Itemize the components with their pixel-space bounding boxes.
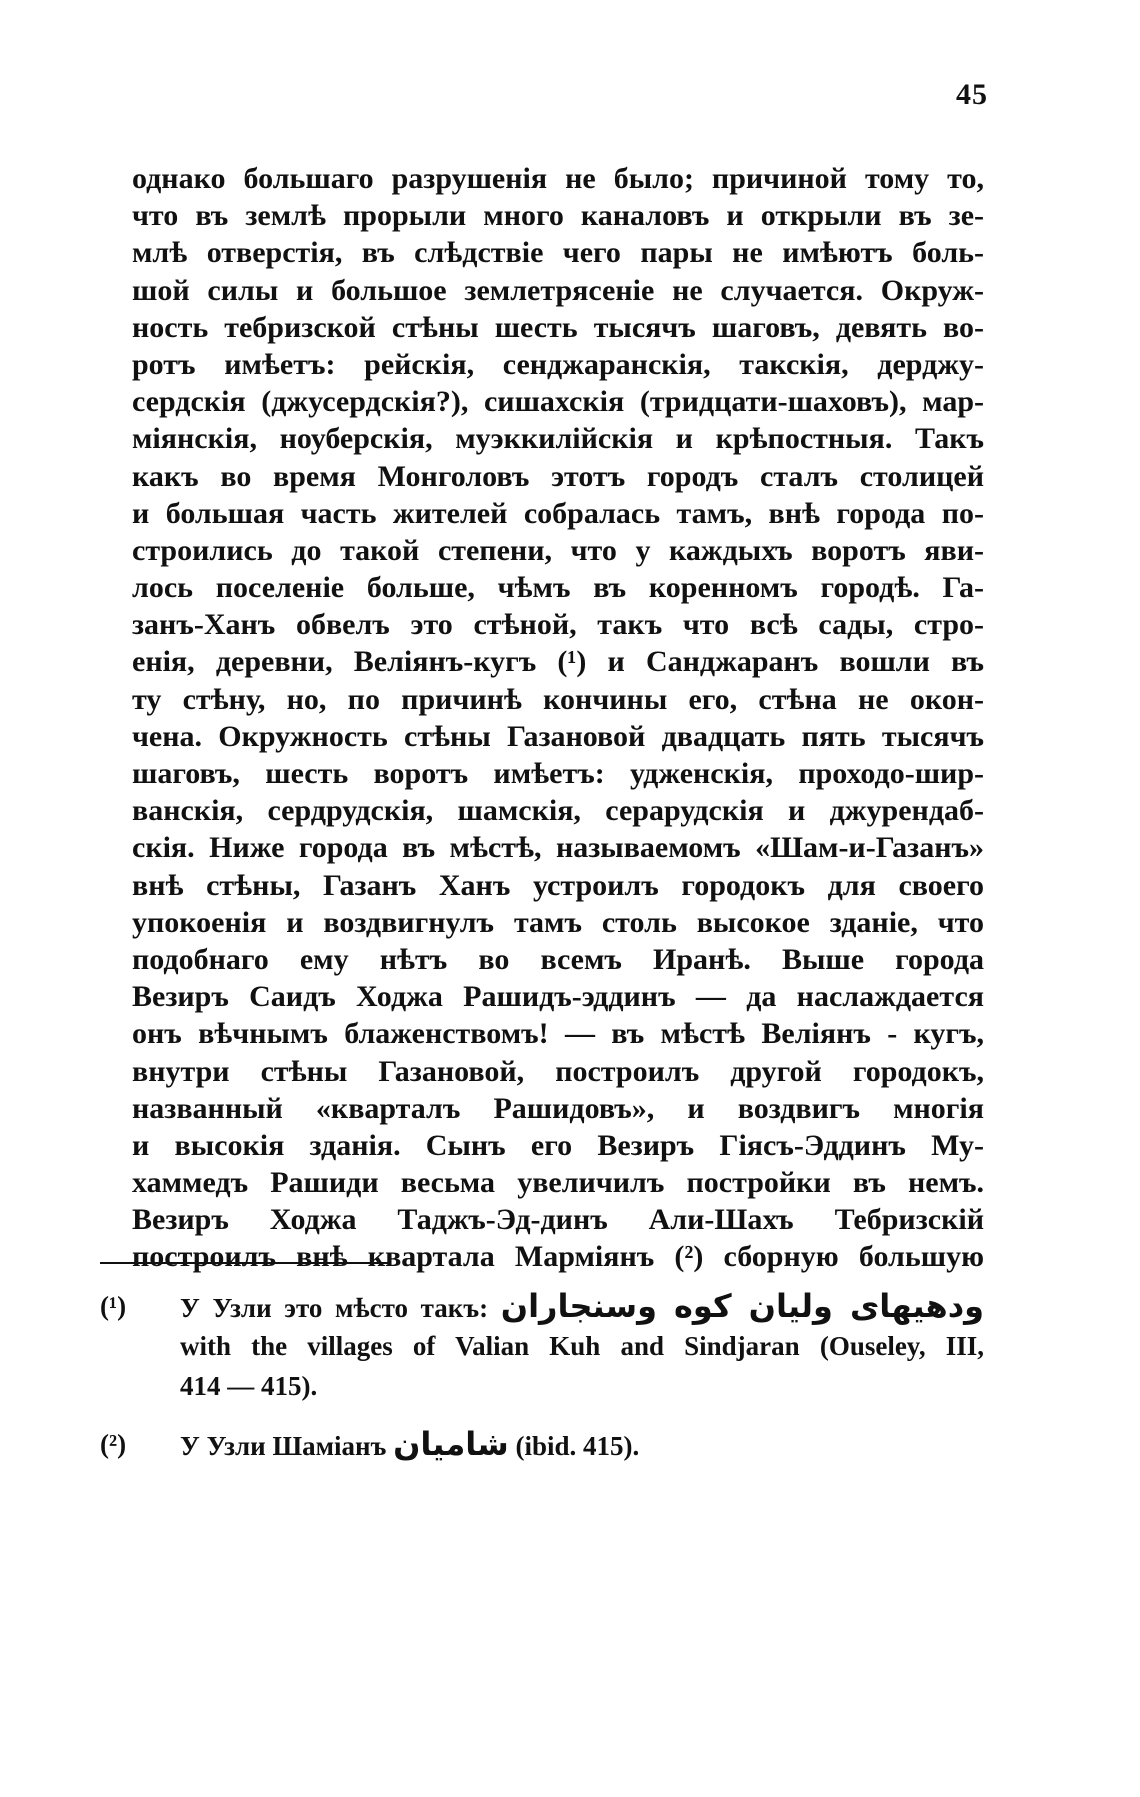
text-line: хаммедъ Рашиди весьма увеличилъ постройки въ немъ. xyxy=(132,1166,984,1200)
text-line: построилъ внѣ квартала Марміянъ (²) сборную большую xyxy=(132,1240,984,1274)
footnote-mark: (²) xyxy=(100,1429,127,1459)
text-line: упокоенія и воздвигнулъ тамъ столь высокое зданіе, что xyxy=(132,905,984,939)
text-line: шаговъ, шесть воротъ имѣетъ: удженскія, проходо-шир- xyxy=(132,757,984,790)
footnote-intro: У Узли Шаміанъ xyxy=(180,1431,387,1461)
text-line: онъ вѣчнымъ блаженствомъ! — въ мѣстѣ Веліянъ - кугъ, xyxy=(132,1017,984,1051)
text-line: ность тебризской стѣны шесть тысячъ шаговъ, девять во- xyxy=(132,310,984,344)
text-line: чена. Окружность стѣны Газановой двадцать пять тысячъ xyxy=(132,719,984,753)
text-line: и большая часть жителей собралась тамъ, внѣ города по- xyxy=(132,496,984,530)
text-line: лось поселеніе больше, чѣмъ въ коренномъ городѣ. Га- xyxy=(132,571,984,605)
footnote-line: 414 — 415). xyxy=(180,1371,318,1401)
text-line: подобнаго ему нѣтъ во всемъ Иранѣ. Выше города xyxy=(132,942,984,976)
footnotes xyxy=(100,1286,984,1464)
footnote-line xyxy=(180,1286,984,1326)
text-line: енія, деревни, Веліянъ-кугъ (¹) и Санджаранъ вошли въ xyxy=(132,645,984,679)
text-line: ванскія, сердрудскія, шамскія, серарудскія и джурендаб- xyxy=(132,794,984,828)
main-text-block xyxy=(132,160,984,1276)
footnote-intro: У Узли это мѣсто такъ: xyxy=(180,1293,489,1323)
footnote-line xyxy=(180,1424,984,1464)
page-number: 45 xyxy=(956,78,988,111)
text-line: Везиръ Ходжа Таджъ-Эд-динъ Али-Шахъ Тебризскій xyxy=(132,1203,984,1237)
text-line: что въ землѣ прорыли много каналовъ и открыли въ зе- xyxy=(132,199,984,233)
text-line: однако большаго разрушенія не было; причиной тому то, xyxy=(132,162,984,195)
text-line: скія. Ниже города въ мѣстѣ, называемомъ «Шам-и-Газанъ» xyxy=(132,831,984,865)
footnote-1 xyxy=(100,1286,984,1406)
arabic-phrase: شامیان xyxy=(393,1425,509,1463)
text-line: млѣ отверстія, въ слѣдствіе чего пары не имѣютъ боль- xyxy=(132,236,984,270)
text-line: названный «кварталъ Рашидовъ», и воздвигъ многія xyxy=(132,1091,984,1125)
footnote-mark: (¹) xyxy=(100,1291,127,1321)
text-line: какъ во время Монголовъ этотъ городъ сталъ столицей xyxy=(132,459,984,493)
text-line: ту стѣну, но, по причинѣ кончины его, стѣна не окон- xyxy=(132,682,984,716)
text-line: міянскія, ноуберскія, муэккилійскія и крѣпостныя. Такъ xyxy=(132,422,984,456)
arabic-phrase: ودهیهای ولیان کوه وسنجاران xyxy=(500,1287,985,1325)
text-line: строились до такой степени, что у каждыхъ воротъ яви- xyxy=(132,533,984,567)
text-line: ротъ имѣетъ: рейскія, сенджаранскія, такскія, дерджу- xyxy=(132,347,984,381)
text-line: внѣ стѣны, Газанъ Ханъ устроилъ городокъ для своего xyxy=(132,868,984,902)
text-line: внутри стѣны Газановой, построилъ другой городокъ, xyxy=(132,1054,984,1088)
text-line: Везиръ Саидъ Ходжа Рашидъ-эддинъ — да наслаждается xyxy=(132,980,984,1014)
footnote-line: with the villages of Valian Kuh and Sindjaran (Ouseley, III, xyxy=(180,1331,984,1361)
footnote-divider xyxy=(100,1262,390,1264)
text-line: сердскія (джусердскія?), сишахскія (тридцати-шаховъ), мар- xyxy=(132,385,984,419)
footnote-tail: (ibid. 415). xyxy=(515,1431,640,1461)
text-line: и высокія зданія. Сынъ его Везиръ Гіясъ-Эддинъ Му- xyxy=(132,1128,984,1162)
text-line: занъ-Ханъ обвелъ это стѣной, такъ что всѣ сады, стро- xyxy=(132,608,984,642)
footnote-2 xyxy=(100,1424,984,1464)
text-line: шой силы и большое землетрясеніе не случается. Окруж- xyxy=(132,273,984,307)
